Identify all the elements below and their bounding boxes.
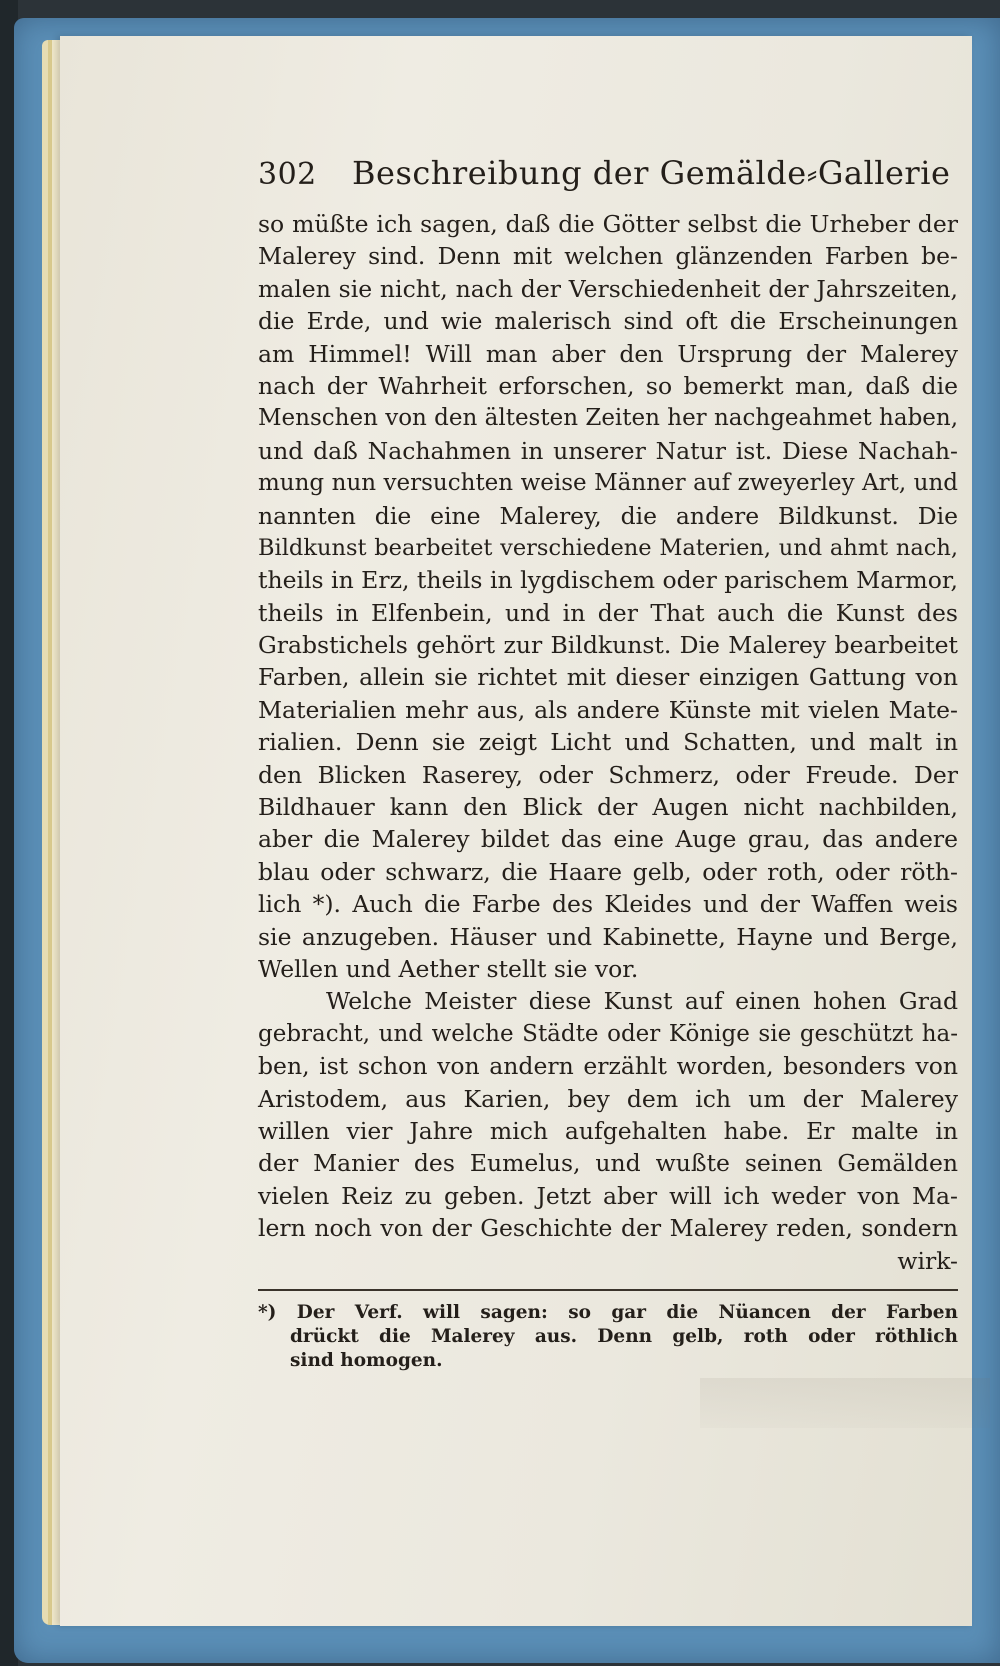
- text-line: Aristodem, aus Karien, bey dem ich um der Malerey: [258, 1084, 958, 1113]
- text-line: Welche Meister diese Kunst auf einen hohen Grad: [326, 987, 958, 1016]
- text-line: ben, ist schon von andern erzählt worden, besonders von: [258, 1052, 958, 1081]
- text-line: der Manier des Eumelus, und wußte seinen Gemälden: [258, 1149, 958, 1178]
- text-line: lern noch von der Geschichte der Malerey reden, sondern: [258, 1214, 958, 1243]
- text-line: Malerey sind. Denn mit welchen glänzenden Farben be-: [258, 242, 958, 271]
- text-line: am Himmel! Will man aber den Ursprung der Malerey: [258, 339, 958, 368]
- text-line: vielen Reiz zu geben. Jetzt aber will ich weder von Ma-: [258, 1181, 958, 1210]
- text-line: die Erde, und wie malerisch sind oft die Erscheinungen: [258, 307, 958, 336]
- text-line: Materialien mehr aus, als andere Künste mit vielen Mate-: [258, 695, 958, 724]
- text-line: rialien. Denn sie zeigt Licht und Schatten, und malt in: [258, 728, 958, 757]
- text-line: nach der Wahrheit erforschen, so bemerkt man, daß die: [258, 371, 958, 400]
- text-line: Menschen von den ältesten Zeiten her nachgeahmet haben,: [258, 405, 959, 432]
- text-line: theils in Elfenbein, und in der That auch die Kunst des: [258, 598, 958, 627]
- paragraph-2: [258, 985, 958, 1277]
- catchword: wirk-: [897, 1246, 958, 1275]
- footnote-rule: [258, 1289, 958, 1291]
- running-title: Beschreibung der Gemälde⸗Gallerie: [352, 154, 951, 192]
- footnote-line: drückt die Malerey aus. Denn gelb, roth oder röthlich: [290, 1325, 958, 1347]
- text-line: Farben, allein sie richtet mit dieser einzigen Gattung von: [258, 663, 958, 692]
- text-line: willen vier Jahre mich aufgehalten habe. Er malte in: [258, 1116, 958, 1145]
- text-line: mung nun versuchten weise Männer auf zweyerley Art, und: [258, 470, 958, 497]
- text-line: gebracht, und welche Städte oder Könige sie geschützt ha-: [258, 1020, 958, 1047]
- text-line: nannten die eine Malerey, die andere Bildkunst. Die: [258, 501, 958, 530]
- paragraph-1: [258, 208, 958, 985]
- text-line: Grabstichels gehört zur Bildkunst. Die Malerey bearbeitet: [258, 631, 958, 660]
- text-line: Wellen und Aether stellt sie vor.: [258, 954, 639, 983]
- footnote: [258, 1301, 958, 1373]
- text-line: aber die Malerey bildet das eine Auge grau, das andere: [258, 825, 958, 854]
- footnote-line: *) Der Verf. will sagen: so gar die Nüancen der Farben: [258, 1301, 958, 1323]
- running-head: [258, 138, 958, 208]
- text-line: Bildhauer kann den Blick der Augen nicht nachbilden,: [258, 793, 958, 822]
- text-line: und daß Nachahmen in unserer Natur ist. Diese Nachah-: [258, 436, 958, 465]
- text-line: Bildkunst bearbeitet verschiedene Materien, und ahmt nach,: [258, 534, 958, 561]
- show-through-text: [700, 1378, 990, 1428]
- text-line: lich *). Auch die Farbe des Kleides und der Waffen weis: [258, 890, 958, 919]
- page-content: [258, 138, 958, 1373]
- page-number: 302: [258, 157, 317, 192]
- text-line: malen sie nicht, nach der Verschiedenheit der Jahrszeiten,: [258, 274, 958, 303]
- text-line: so müßte ich sagen, daß die Götter selbst die Urheber der: [258, 210, 958, 238]
- footnote-line: sind homogen.: [290, 1349, 443, 1371]
- book-page: [60, 36, 972, 1626]
- text-line: den Blicken Raserey, oder Schmerz, oder Freude. Der: [258, 760, 958, 789]
- text-line: theils in Erz, theils in lygdischem oder parischem Marmor,: [258, 566, 958, 595]
- text-line: sie anzugeben. Häuser und Kabinette, Hayne und Berge,: [258, 922, 958, 951]
- text-line: blau oder schwarz, die Haare gelb, oder roth, oder röth-: [258, 857, 958, 886]
